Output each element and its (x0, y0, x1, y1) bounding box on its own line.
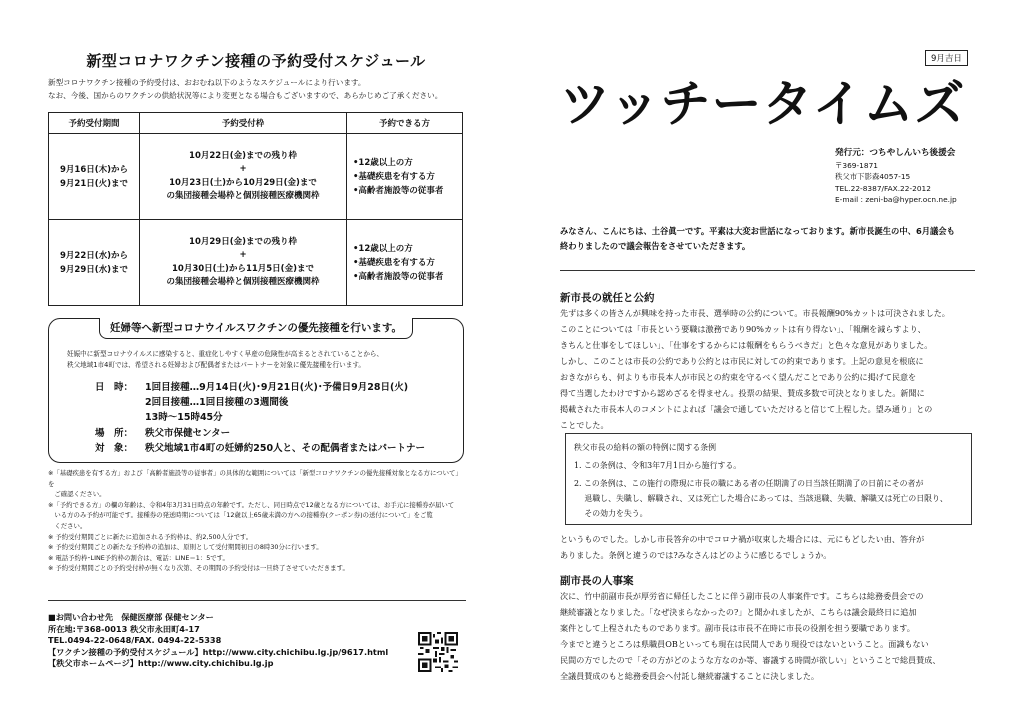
schedule-title: 新型コロナワクチン接種の予約受付スケジュール (86, 52, 426, 70)
after-box-text (560, 531, 978, 563)
priority-label: 対 象： (95, 443, 134, 454)
newsletter-masthead: ツッチータイムズ (560, 74, 966, 133)
notes-list (48, 468, 468, 574)
note-line: いる方のみ予約が可能です。接種券の発送時期については「12歳以上65歳未満の方への接種券(クーポン券)の送付について」をご覧 (48, 511, 433, 520)
phone-fax: TEL.22-8387/FAX.22-2012 (835, 183, 931, 193)
priority-target-row (95, 442, 425, 455)
contact-link[interactable]: 【ワクチン接種の予約受付スケジュール】http://www.city.chichibu.lg.jp/9617.html (48, 646, 389, 657)
note-line: ※ 電話予約枠･LINE予約枠の割合は、電話：LINE＝1：5です。 (48, 553, 229, 562)
slot-line: + (239, 250, 247, 260)
note-line: ※「予約できる方」の欄の年齢は、令和4年3月31日時点の年齢です。ただし、同日時点で12歳となる方については、お手元に接種券が届いて (48, 500, 455, 509)
section-heading: 新市長の就任と公約 (560, 292, 655, 304)
body-line: きちんと仕事をしてほしい」、「仕事をするからには報酬をもらうべきだ」と色々な意見がありました。 (560, 340, 933, 350)
period-cell (49, 220, 140, 306)
greeting-line: みなさん、こんにちは、土谷眞一です。平素は大変お世話になっております。新市長誕生の中、6月議会も (560, 226, 955, 236)
priority-intro (67, 349, 457, 371)
priority-box (48, 318, 464, 463)
publisher-info (835, 147, 995, 206)
period-line: 9月29日(水)まで (59, 264, 128, 275)
who-line: •12歳以上の方 (353, 157, 413, 168)
publisher-name: 発行元：つちやしんいち後援会 (835, 148, 956, 158)
who-line: •基礎疾患を有する方 (353, 257, 435, 268)
period-line: 9月16日(木)から (59, 164, 128, 175)
body-line: ありました。条例と違うのでは?みなさんはどのように感じるでしょうか。 (560, 550, 832, 560)
date-badge: 9月吉日 (925, 50, 968, 66)
intro-line: 新型コロナワクチン接種の予約受付は、おおむね以下のようなスケジュールにより行います。 (48, 78, 366, 87)
slot-line: の集団接種会場枠と個別接種医療機関枠 (166, 191, 320, 201)
who-line: •高齢者施設等の従事者 (353, 271, 444, 282)
priority-value: 秩父地域1市4町の妊婦約250人と、その配偶者またはパートナー (145, 443, 426, 454)
postal-code: 〒369-1871 (835, 161, 878, 170)
ordinance-item: 1. この条例は、令和3年7月1日から施行する。 (574, 461, 742, 470)
section-body (560, 588, 978, 684)
priority-date-row (95, 396, 288, 409)
table-row (49, 220, 463, 306)
period-cell (49, 134, 140, 220)
body-line: 得て当選したわけですから認めざるを得ません。投票の結果、賛成多数で可決となりました。新聞に (560, 388, 925, 398)
period-line: 9月21日(火)まで (59, 178, 128, 189)
qr-code-icon[interactable] (418, 632, 458, 672)
note-line: ※ 予約受付期間ごとの予約受付枠が無くなり次第、その期間の予約受付は一旦終了させていただきます。 (48, 564, 349, 573)
ordinance-line: 2. この条例は、この施行の際現に市長の職にある者の任期満了の日当該任期満了の日前にその者が (574, 479, 924, 488)
priority-date-row (95, 381, 408, 394)
priority-intro-line: 秩父地域1市4町では、希望される妊婦および配偶者またはパートナーを対象に優先接種を行います。 (67, 361, 365, 369)
who-line: •高齢者施設等の従事者 (353, 185, 444, 196)
note-line: ※ 予約受付期間ごとの新たな予約枠の追加は、原則として受付期間初日の8時30分に行います。 (48, 543, 323, 552)
divider (560, 270, 975, 271)
slot-line: 10月23日(土)から10月29日(金)まで (169, 177, 317, 188)
slot-line: + (239, 164, 247, 174)
section-body (560, 305, 978, 433)
greeting-line: 終わりましたので議会報告をさせていただきます。 (560, 240, 751, 251)
body-line: 次に、竹中前副市長が厚労省に帰任したことに伴う副市長の人事案件です。こちらは総務委員会での (560, 591, 924, 601)
col-header-period: 予約受付期間 (49, 113, 140, 134)
ordinance-item (574, 476, 964, 521)
section-heading: 副市長の人事案 (560, 575, 634, 587)
slot-line: の集団接種会場枠と個別接種医療機関枠 (166, 277, 320, 287)
who-cell (347, 134, 463, 220)
contact-line: ■お問い合わせ先 保健医療部 保健センター (48, 612, 214, 622)
body-line: ことでした。 (560, 420, 609, 430)
priority-label: 日 時： (95, 382, 134, 393)
priority-label: 場 所： (95, 428, 134, 439)
period-line: 9月22日(水)から (59, 250, 128, 261)
schedule-table (48, 112, 463, 306)
slot-line: 10月22日(金)までの残り枠 (189, 150, 297, 161)
body-line: 今までと違うところは県職員OBといっても現在は民間人であり現役ではないということ。面識もない (560, 639, 929, 649)
table-header-row (49, 113, 463, 134)
contact-link[interactable]: 【秩父市ホームページ】http://www.city.chichibu.lg.jp (48, 658, 274, 669)
slot-line: 10月29日(金)までの残り枠 (189, 236, 297, 247)
ordinance-title: 秩父市長の給料の額の特例に関する条例 (574, 443, 717, 452)
ordinance-line: その効力を失う。 (574, 509, 648, 518)
priority-place-row (95, 427, 230, 440)
note-line: ご確認ください。 (48, 490, 106, 499)
greeting (560, 224, 975, 253)
note-line: ください。 (48, 521, 87, 530)
priority-value: 秩父市保健センター (145, 428, 231, 439)
priority-time-row (95, 411, 223, 424)
slot-line: 10月30日(土)から11月5日(金)まで (172, 263, 314, 274)
email-line[interactable]: E-mail : zeni-ba@hyper.ocn.ne.jp (835, 195, 957, 205)
who-line: •12歳以上の方 (353, 243, 413, 254)
priority-intro-line: 妊娠中に新型コロナウイルスに感染すると、重症化しやすく早産の危険性が高まるとされていることから、 (67, 350, 384, 358)
body-line: 先ずは多くの皆さんが興味を持った市長、選挙時の公約について。市長報酬90%カットは可決されました。 (560, 308, 950, 318)
contact-line: TEL.0494-22-0648/FAX. 0494-22-5338 (48, 635, 222, 646)
intro-line: なお、今後、国からのワクチンの供給状況等により変更となる場合もございますので、あらかじめご了承ください。 (48, 91, 443, 100)
priority-value: 13時～15時45分 (145, 412, 223, 423)
priority-value: 1回目接種…9月14日(火)･9月21日(火)･予備日9月28日(火) (145, 382, 409, 393)
who-line: •基礎疾患を有する方 (353, 171, 435, 182)
schedule-intro (48, 76, 468, 102)
note-line: ※「基礎疾患を有する方」および「高齢者施設等の従事者」の具体的な範囲については「新型コロナワクチンの優先接種対象となる方について」を (48, 469, 462, 488)
body-line: 案件として上程されたものであります。副市長は市長不在時に市長の役割を担う要職であります。 (560, 623, 915, 633)
slot-cell (140, 220, 347, 306)
contact-line: 所在地:〒368-0013 秩父市永田町4-17 (48, 623, 200, 634)
body-line: おきながらも、何よりも市長本人が市民との約束を守るべく望んだことであり公約に掲げて民意を (560, 372, 917, 382)
address-line: 秩父市下影森4057-15 (835, 172, 911, 182)
body-line: 全議員賛成のもと総務委員会へ付託し継続審議することに決しました。 (560, 671, 820, 681)
divider (48, 600, 466, 601)
priority-value: 2回目接種…1回目接種の3週間後 (145, 397, 289, 408)
body-line: 民間の方でしたので「その方がどのような方なのか等、審議する時間が欲しい」ということで総員賛成、 (560, 655, 941, 665)
who-cell (347, 220, 463, 306)
body-line: このことについては「市長という要職は激務であり90%カットは有り得ない」、「報酬を減らすより、 (560, 324, 926, 334)
table-row (49, 134, 463, 220)
body-line: しかし、このことは市長の公約であり公約とは市民に対しての約束であります。上記の意見を根底に (560, 356, 924, 366)
body-line: というものでした。しかし市長答弁の中でコロナ禍が収束した場合には、元にもどしたい由、答弁が (560, 534, 925, 544)
body-line: 掲載された市長本人のコメントによれば「議会で通していただけると信じて上程した。望み通り」との (560, 404, 933, 414)
slot-cell (140, 134, 347, 220)
body-line: 継続審議となりました。「なぜ決まらなかったの?」と聞かれましたが、こちらは議会最終日に追加 (560, 607, 917, 617)
priority-heading: 妊婦等へ新型コロナウイルスワクチンの優先接種を行います。 (99, 318, 413, 339)
ordinance-line: 退職し、失職し、解職され、又は死亡した場合にあっては、当該退職、失職、解職又は死亡の日限り、 (574, 494, 948, 503)
note-line: ※ 予約受付期間ごとに新たに追加される予約枠は、約2,500人分です。 (48, 532, 253, 541)
col-header-who: 予約できる方 (347, 113, 463, 134)
col-header-slot: 予約受付枠 (140, 113, 347, 134)
ordinance-box (565, 433, 972, 525)
contact-info (48, 612, 468, 670)
